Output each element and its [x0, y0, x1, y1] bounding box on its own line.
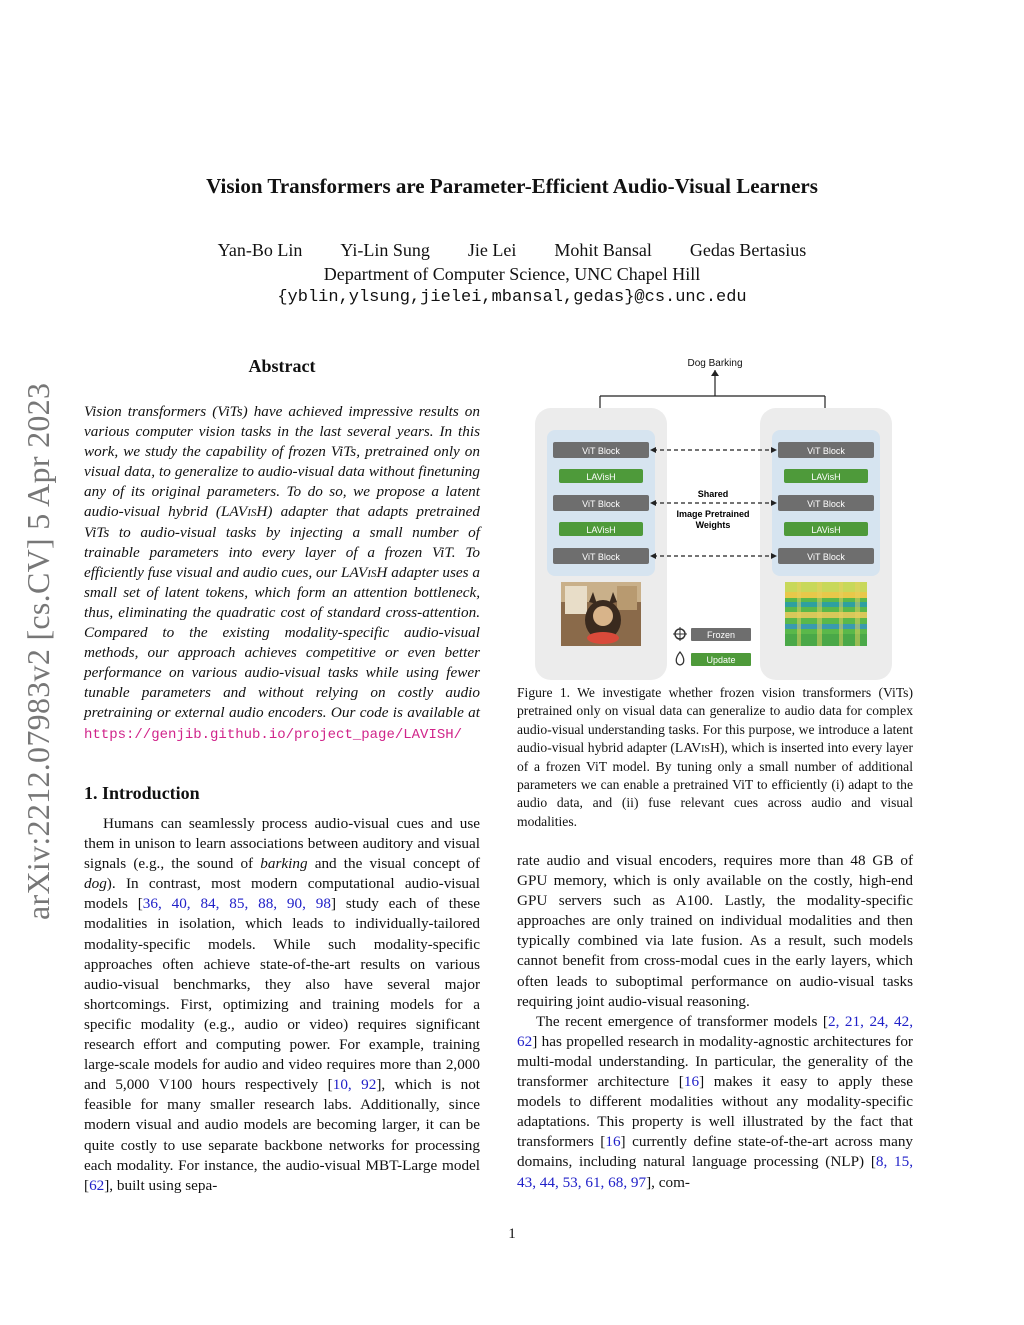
- svg-text:ViT Block: ViT Block: [807, 552, 845, 562]
- author: Jie Lei: [467, 240, 517, 260]
- abstract-text: Vision transformers (ViTs) have achieved impressive results on various computer vision tasks in the last several years. In this work, we study the capability of frozen ViTs, pretrained only on visual data, to generalize to audio-visual data without finetuning any of its original parameters. To do so, we propose a latent audio-visual hybrid (LAVisH) adapter that adapts pretrained ViTs to audio-visual tasks by injecting a small number of trainable parameters into every layer of a frozen ViT. To efficiently fuse visual and audio cues, our LAVisH adapter uses a small set of latent tokens, which form an attention bottleneck, thus, eliminating the quadratic cost of standard cross-attention. Compared to the existing modality-specific audio-visual methods, our approach achieves competitive or even better performance on various audio-visual tasks while using fewer tunable parameters and without relying on costly audio pretraining or external audio encoders. Our code is available at https://genjib.github.io/project_page/LAVISH/: [84, 403, 480, 743]
- intro-paragraph-2: The recent emergence of transformer models [2, 21, 24, 42, 62] has propelled research in modality-agnostic architectures for multi-modal understanding. In particular, the generality of the transformer architecture [16] makes it easy to apply these models to different modalities without any modality-specific adaptations. This property is well illustrated by the fact that transformers [16] currently define state-of-the-art across many domains, including natural language processing (NLP) [8, 15, 43, 44, 53, 61, 68, 97], com-: [517, 1012, 914, 1191]
- citation-link[interactable]: 10, 92: [332, 1076, 377, 1094]
- weights-label: Image Pretrained: [676, 509, 750, 519]
- author-emails: {yblin,ylsung,jielei,mbansal,gedas}@cs.unc.edu: [277, 288, 747, 307]
- dog-image: [561, 582, 641, 646]
- svg-text:LAVisH: LAVisH: [586, 472, 616, 482]
- citation-link[interactable]: 36, 40, 84, 85, 88, 90, 98: [142, 895, 331, 913]
- legend-update: [676, 652, 751, 666]
- lavish-name: LAVisH: [674, 740, 720, 756]
- citation-link[interactable]: 16: [605, 1133, 621, 1151]
- output-label: Dog Barking: [687, 358, 743, 369]
- lavish-name: LAVisH: [341, 563, 388, 581]
- figure-1-diagram: [517, 350, 913, 680]
- paper-title: Vision Transformers are Parameter-Efficient Audio-Visual Learners: [206, 174, 818, 198]
- shared-weight-links: [653, 450, 774, 556]
- citation-link[interactable]: 8, 15, 43, 44, 53, 61, 68, 97: [517, 1153, 914, 1191]
- abstract-heading: Abstract: [248, 356, 316, 376]
- shared-label: Shared: [697, 489, 729, 499]
- figure-1-caption: Figure 1. We investigate whether frozen vision transformers (ViTs) pretrained only on visual data can generalize to audio data for complex audio-visual understanding tasks. For this purpose, we introduce a latent audio-visual hybrid adapter (LAVisH), which is inserted into every layer of a frozen ViT model. By tuning only a small number of additional parameters we can enable a pretrained ViT to efficiently (i) adapt to the audio data, and (ii) fuse relevant cues across audio and visual modalities.: [517, 685, 913, 829]
- spectrogram-image: [785, 582, 867, 646]
- author: Yan-Bo Lin: [217, 240, 303, 260]
- citation-link[interactable]: 16: [683, 1073, 700, 1091]
- legend-frozen: [673, 627, 751, 641]
- svg-text:ViT Block: ViT Block: [807, 499, 845, 509]
- svg-text:ViT Block: ViT Block: [582, 552, 620, 562]
- svg-text:ViT Block: ViT Block: [582, 446, 620, 456]
- arxiv-side-stamp: arXiv:2212.07983v2 [cs.CV] 5 Apr 2023: [20, 382, 56, 920]
- svg-text:ViT Block: ViT Block: [807, 446, 845, 456]
- author: Gedas Bertasius: [689, 240, 807, 260]
- author: Yi-Lin Sung: [340, 240, 430, 260]
- author-list: [0, 240, 1024, 261]
- weights-label: Weights: [695, 520, 731, 530]
- svg-text:ViT Block: ViT Block: [582, 499, 620, 509]
- flame-icon: [676, 652, 684, 665]
- citation-link[interactable]: 2, 21, 24, 42, 62: [517, 1012, 914, 1050]
- svg-text:LAVisH: LAVisH: [811, 525, 841, 535]
- citation-link[interactable]: 62: [89, 1176, 105, 1194]
- svg-text:LAVisH: LAVisH: [811, 472, 841, 482]
- page-number: 1: [508, 1226, 516, 1242]
- output-arrowhead: [711, 370, 719, 376]
- affiliation: Department of Computer Science, UNC Chapel Hill: [323, 264, 701, 284]
- introduction-heading: 1. Introduction: [84, 783, 200, 803]
- legend-update-label: Update: [706, 655, 736, 665]
- author: Mohit Bansal: [554, 240, 652, 260]
- code-url-link[interactable]: https://genjib.github.io/project_page/LAVISH/: [84, 726, 463, 743]
- intro-right-column: [517, 851, 913, 1193]
- intro-paragraph-1: Humans can seamlessly process audio-visual cues and use them in unison to learn associations between auditory and visual signals (e.g., the sound of barking and the visual concept of dog). In contrast, most modern computational audio-visual models [36, 40, 84, 85, 88, 90, 98] study each of these modalities in isolation, which leads to individually-tailored modality-specific models. While such modality-specific approaches often achieve state-of-the-art results on various audio-visual benchmarks, they also have several major shortcomings. First, optimizing and training models for a specific modality (e.g., audio or video) requires significant research effort and computing power. For example, training large-scale models for audio and video requires more than 2,000 and 5,000 V100 hours respectively [10, 92], which is not feasible for many smaller research labs. Additionally, since modern visual and audio models are becoming larger, it can be quite costly to use separate backbone networks for processing each modality. For instance, the audio-visual MBT-Large model [62], built using sepa-: [84, 815, 481, 1194]
- intro-paragraph-1-continued: rate audio and visual encoders, requires more than 48 GB of GPU memory, which is only available on the costly, high-end GPU servers such as A100. Lastly, the modality-specific approaches are only trained on individual modalities and then typically combined via late fusion. As a result, such models cannot benefit from cross-modal cues in the early layers, which often leads to suboptimal performance on audio-visual tasks requiring joint audio-visual reasoning.: [517, 852, 914, 1010]
- svg-text:LAVisH: LAVisH: [586, 525, 616, 535]
- legend-frozen-label: Frozen: [706, 630, 736, 640]
- intro-left-column: [84, 814, 480, 1196]
- lavish-name: LAVisH: [220, 503, 268, 521]
